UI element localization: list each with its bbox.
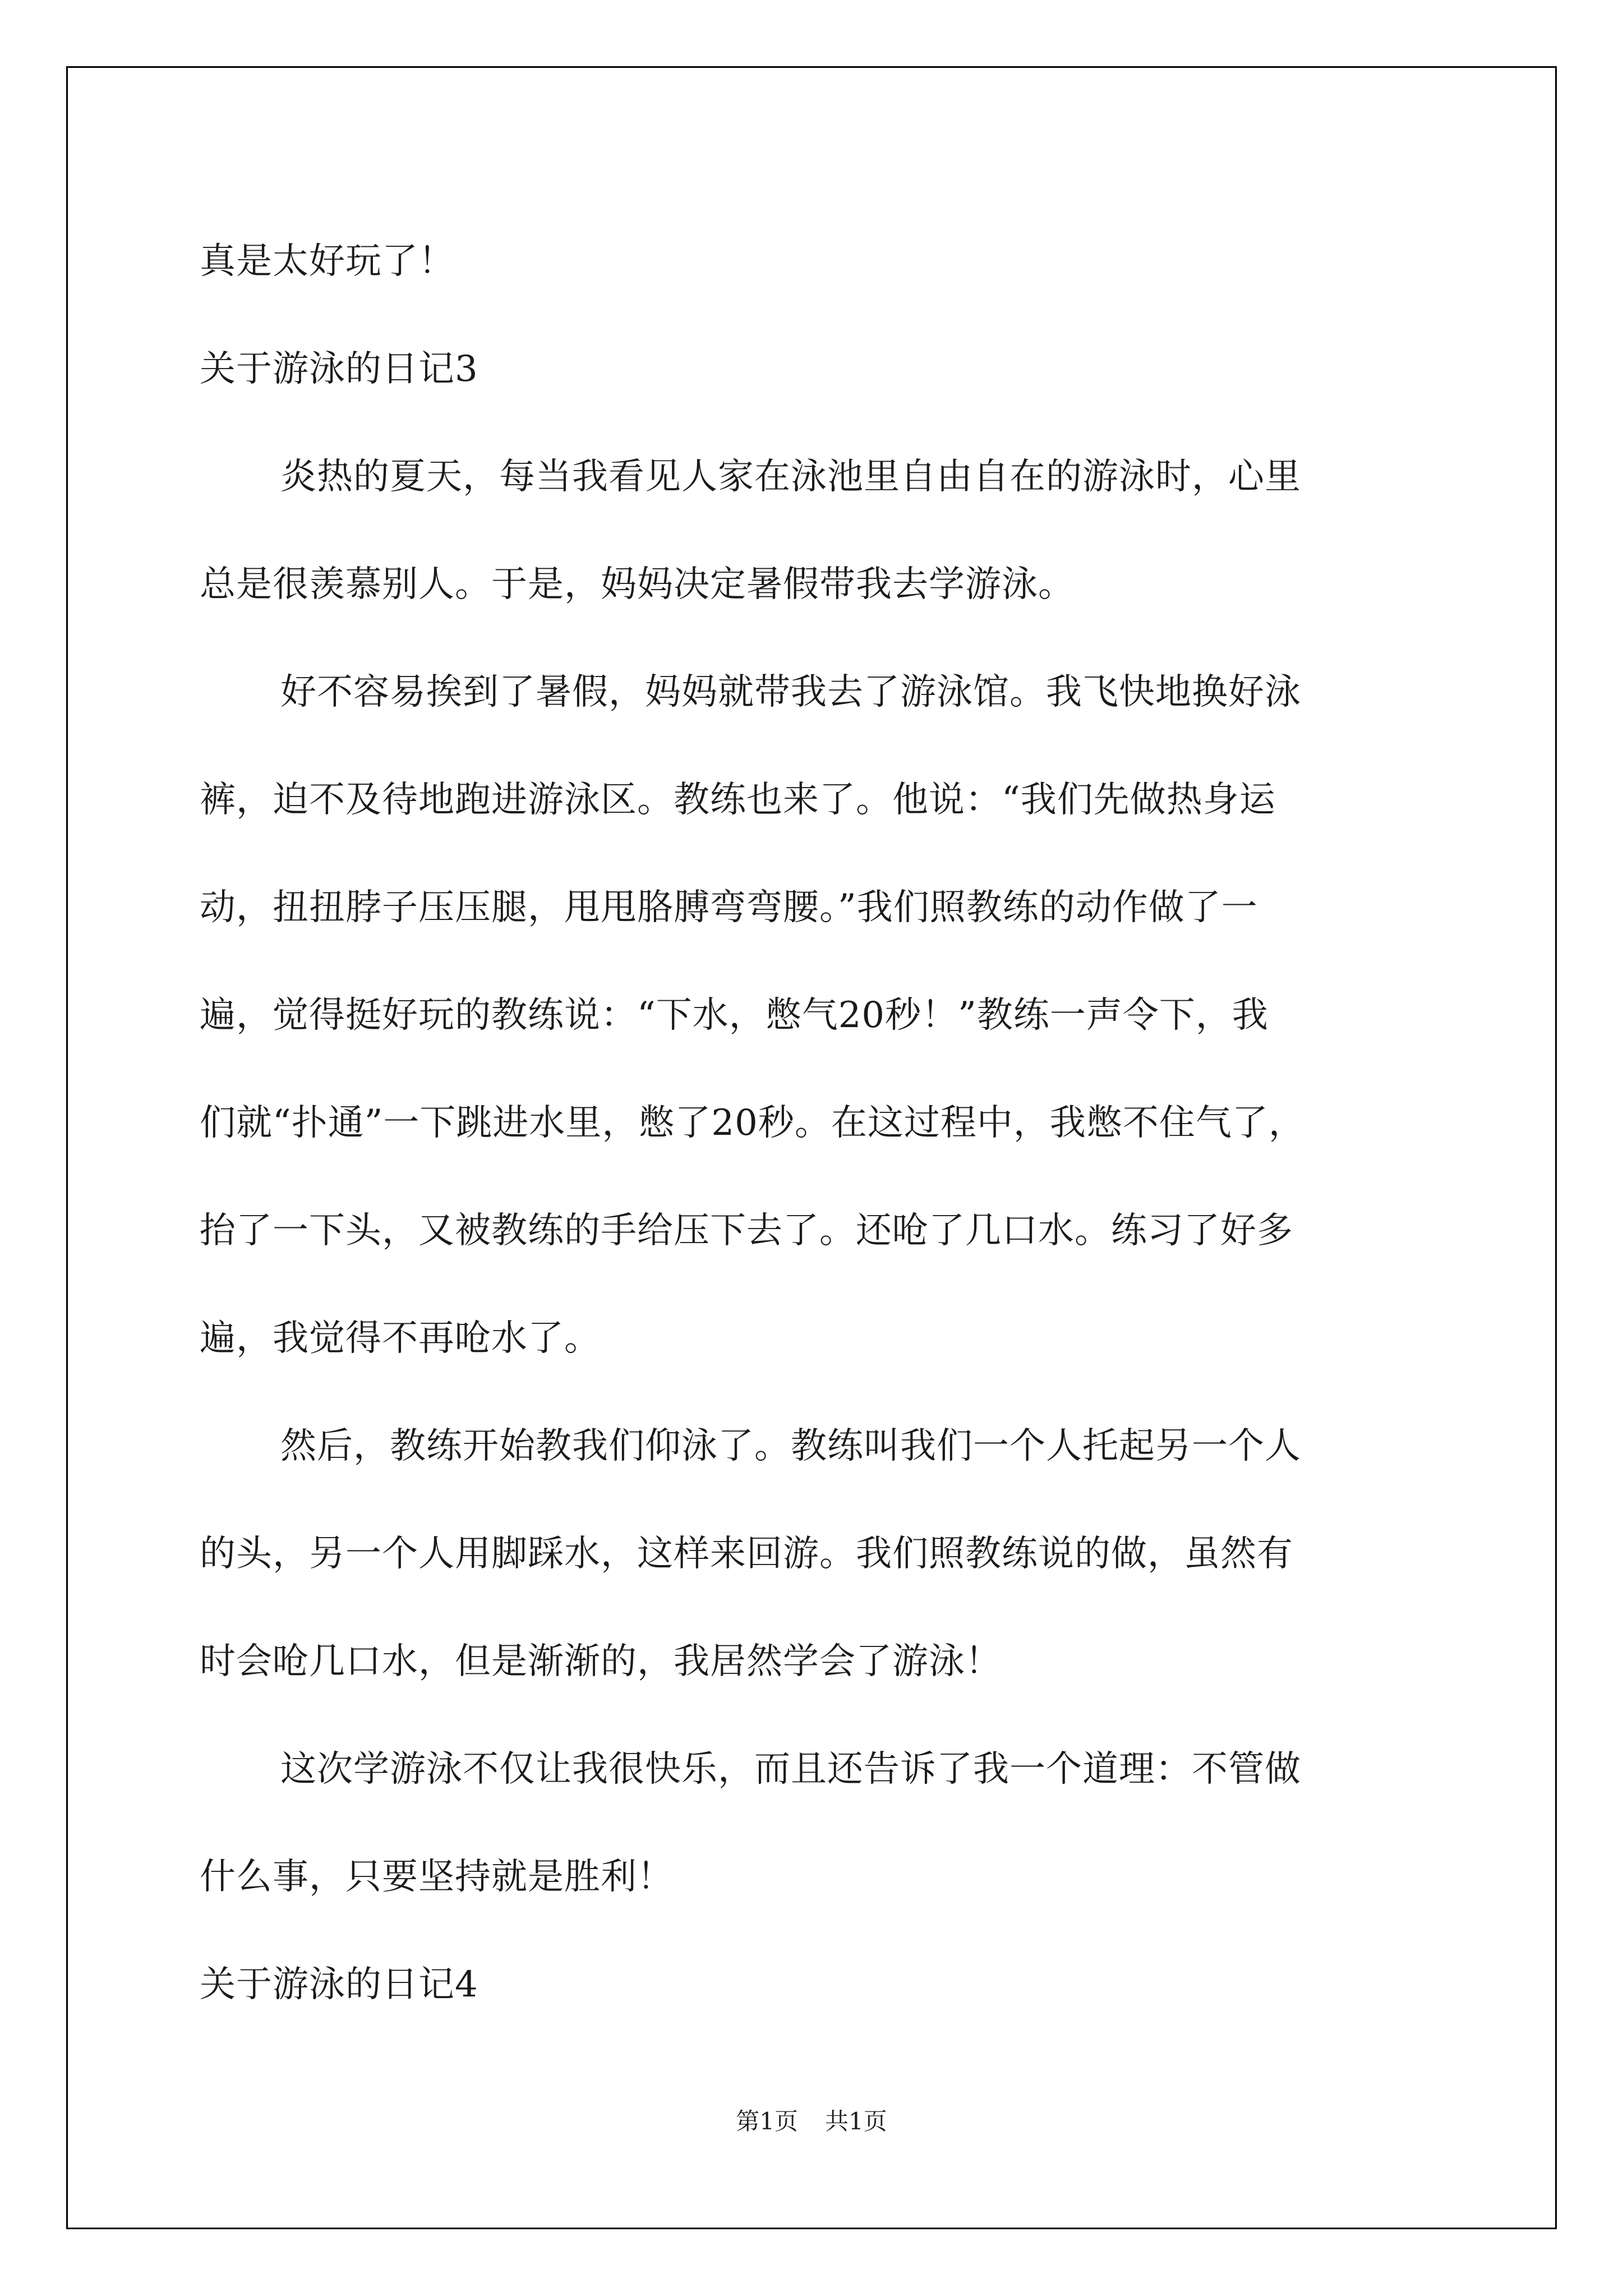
paragraph-line: 遍，觉得挺好玩的教练说：“下水，憋气20秒！”教练一声令下，我: [200, 995, 1269, 1036]
paragraph-line: 的头，另一个人用脚踩水，这样来回游。我们照教练说的做，虽然有: [200, 1533, 1293, 1575]
page-number: 第1页: [736, 2108, 798, 2135]
page-footer: [0, 2105, 1623, 2138]
paragraph-line: 好不容易挨到了暑假，妈妈就带我去了游泳馆。我飞快地换好泳: [280, 671, 1301, 713]
paragraph-line: 们就“扑通”一下跳进水里，憋了20秒。在这过程中，我憋不住气了，: [200, 1102, 1305, 1144]
paragraph-line: 遍，我觉得不再呛水了。: [200, 1318, 601, 1359]
paragraph-line: 总是很羡慕别人。于是，妈妈决定暑假带我去学游泳。: [200, 564, 1075, 605]
text-line: 真是太好玩了！: [200, 241, 455, 282]
paragraph-line: 这次学游泳不仅让我很快乐，而且还告诉了我一个道理：不管做: [280, 1749, 1301, 1790]
document-body: [200, 208, 1433, 2039]
paragraph-line: 时会呛几口水，但是渐渐的，我居然学会了游泳！: [200, 1641, 1002, 1682]
paragraph-line: 然后，教练开始教我们仰泳了。教练叫我们一个人托起另一个人: [280, 1425, 1301, 1467]
section-heading: 关于游泳的日记3: [200, 348, 478, 390]
section-heading: 关于游泳的日记4: [200, 1964, 478, 2005]
paragraph-line: 裤，迫不及待地跑进游泳区。教练也来了。他说：“我们先做热身运: [200, 779, 1276, 821]
paragraph-line: 抬了一下头，又被教练的手给压下去了。还呛了几口水。练习了好多: [200, 1210, 1293, 1251]
paragraph-line: 炎热的夏天，每当我看见人家在泳池里自由自在的游泳时，心里: [280, 456, 1301, 498]
page-total: 共1页: [825, 2108, 887, 2135]
paragraph-line: 动，扭扭脖子压压腿，甩甩胳膊弯弯腰。”我们照教练的动作做了一: [200, 887, 1258, 928]
paragraph-line: 什么事，只要坚持就是胜利！: [200, 1856, 674, 1898]
